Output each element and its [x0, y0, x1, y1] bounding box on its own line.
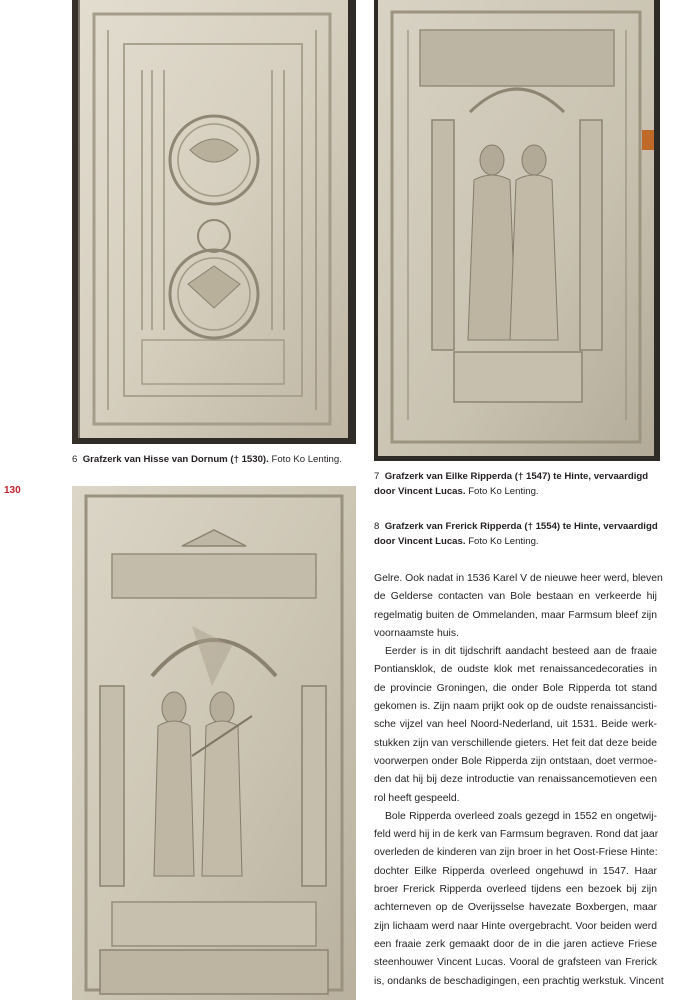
- figure-title: Grafzerk van Hisse van Dornum († 1530).: [82, 454, 269, 465]
- text-line: zijn lichaam werd naar Hinte overgebracht. Voor beiden werd: [374, 920, 657, 932]
- text-line: regelmatig buiten de Ommelanden, maar Farmsum bleef zijn: [374, 609, 657, 621]
- figure-number: 7: [374, 471, 380, 482]
- figure-title: Grafzerk van Eilke Ripperda († 1547) te Hinte, vervaardigd door Vincent Lucas.: [374, 471, 649, 497]
- text-line: den dat hij bij deze introductie van renaissancemotieven een: [374, 774, 657, 786]
- figure-number: 6: [72, 454, 78, 465]
- gravestone-image-7: [374, 0, 660, 461]
- text-line: dochter Eilke Ripperda overleed ongehuwd in 1547. Haar: [374, 865, 657, 877]
- page-number: 130: [4, 485, 21, 496]
- text-line: de provincie Groningen, die onder Bole Ripperda tot stand: [374, 682, 657, 694]
- figure-7-caption: [374, 469, 664, 499]
- text-line: feld werd hij in de kerk van Farmsum begraven. Rond dat jaar: [374, 829, 659, 841]
- text-line: gekomen is. Zijn naam prijkt ook op de oudste renaissancisti-: [374, 701, 657, 713]
- text-line: Pontiansklok, de oudste klok met renaissancedecoraties in: [374, 664, 657, 676]
- figure-number: 8: [374, 521, 380, 532]
- gravestone-image-8: [72, 486, 356, 1000]
- photo-gravestone-frerick-ripperda: [72, 486, 356, 1000]
- photo-credit: Foto Ko Lenting.: [271, 454, 342, 465]
- paragraph-2: [374, 643, 657, 808]
- paragraph-1: [374, 570, 663, 643]
- gravestone-image-6: [72, 0, 356, 444]
- text-line: is, ondanks de beschadigingen, een prachtig werkstuk. Vincent: [374, 975, 664, 987]
- text-line: sche vijzel van heel Noord-Nederland, uit 1531. Beide werk-: [374, 719, 657, 731]
- text-line: rol heeft gespeeld.: [374, 792, 460, 804]
- text-line: steenhouwer Vincent Lucas. Vooral de grafsteen van Frerick: [374, 957, 657, 969]
- photo-gravestone-hisse-van-dornum: [72, 0, 356, 444]
- photo-gravestone-eilke-ripperda: [374, 0, 660, 461]
- text-line: een fraaie zerk gemaakt door de in die jaren actieve Friese: [374, 938, 657, 950]
- text-line: voornaamste huis.: [374, 627, 459, 639]
- text-line: Bole Ripperda overleed zoals gezegd in 1552 en ongetwij-: [385, 810, 657, 822]
- text-line: voorwerpen onder Bole Ripperda zijn ontstaan, doet vermoe-: [374, 755, 657, 767]
- text-line: Gelre. Ook nadat in 1536 Karel V de nieuwe heer werd, bleven: [374, 573, 663, 584]
- paragraph-3: [374, 808, 664, 991]
- figure-8-caption: [374, 519, 664, 549]
- text-line: overleden de kinderen van zijn broer in het Oost-Friese Hinte:: [374, 847, 658, 859]
- photo-credit: Foto Ko Lenting.: [468, 486, 539, 497]
- body-text: [374, 570, 664, 991]
- figure-6-caption: [72, 452, 362, 467]
- photo-credit: Foto Ko Lenting.: [468, 536, 539, 547]
- text-line: Eerder is in dit tijdschrift aandacht besteed aan de fraaie: [385, 646, 657, 658]
- text-line: de Gelderse contacten van Bole bestaan en verkeerde hij: [374, 591, 657, 603]
- text-line: stukken zijn van verschillende gieters. Het feit dat deze beide: [374, 737, 657, 749]
- figure-title: Grafzerk van Frerick Ripperda († 1554) te Hinte, vervaardigd door Vincent Lucas.: [374, 521, 658, 547]
- text-line: achterneven op de Overijsselse havezate Boxbergen, maar: [374, 902, 657, 914]
- text-line: broer Frerick Ripperda overleed tijdens een bezoek bij zijn: [374, 884, 657, 896]
